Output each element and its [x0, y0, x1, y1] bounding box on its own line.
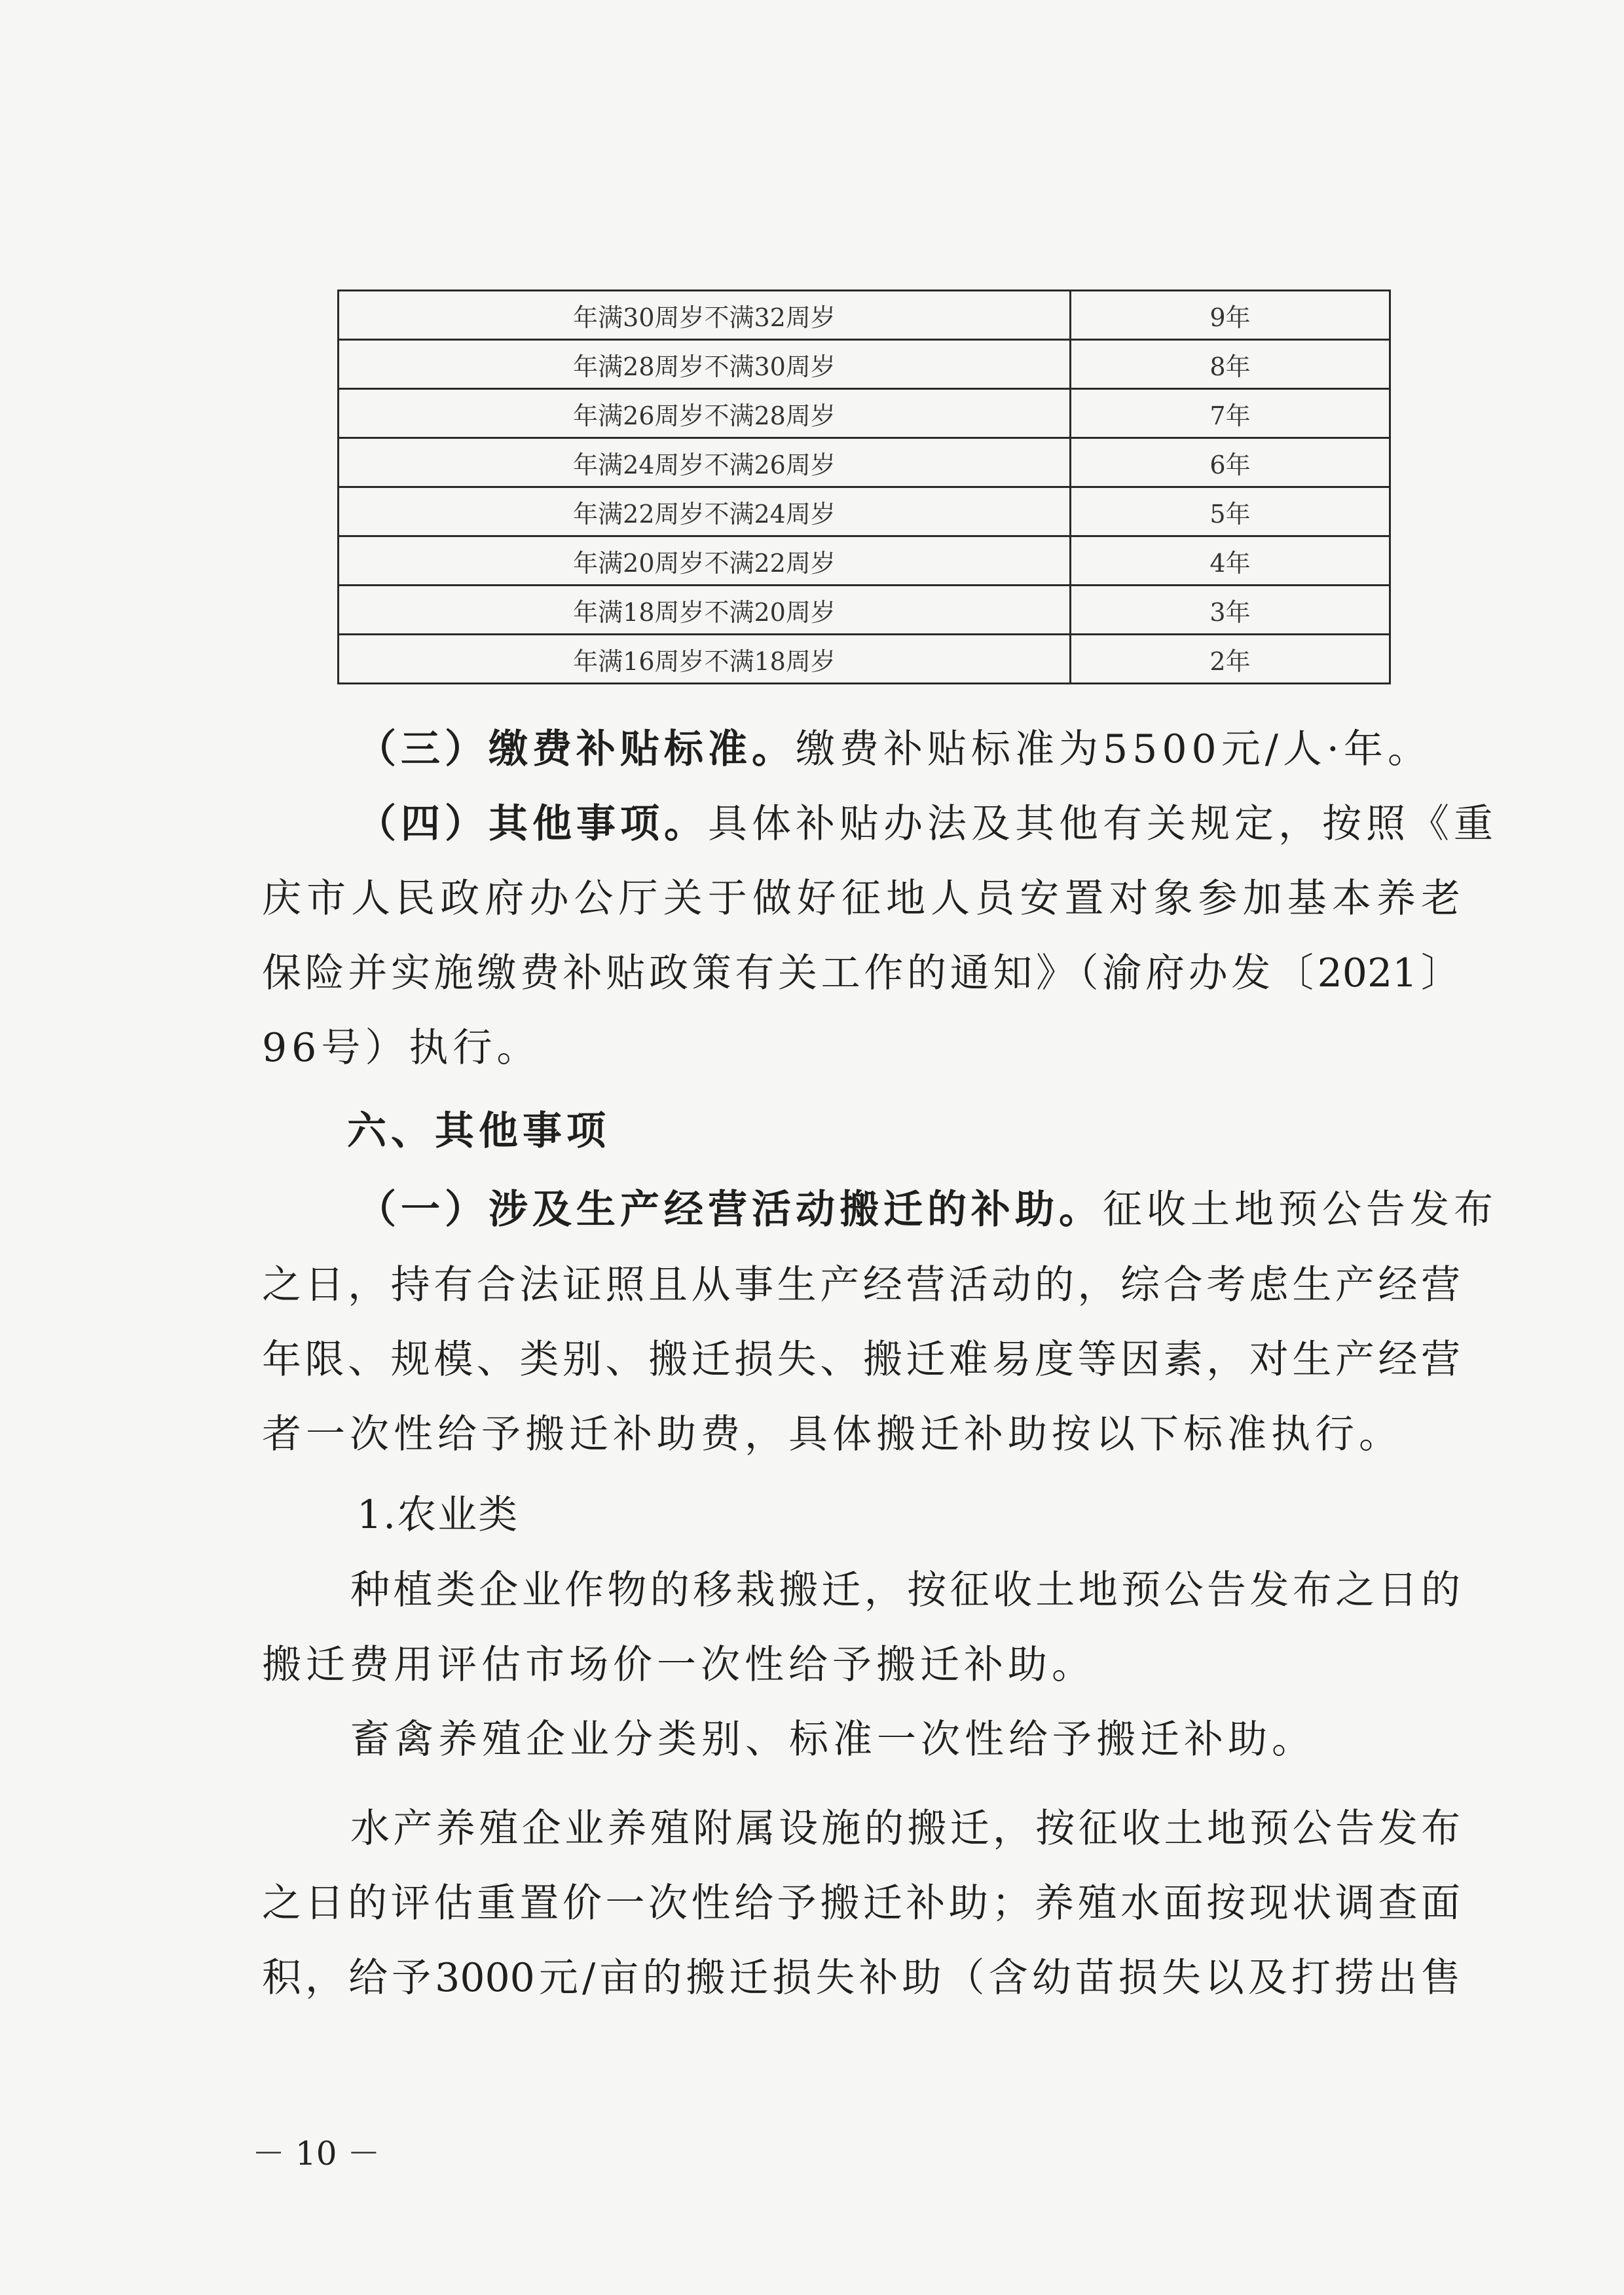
para-3-text: 缴费补贴标准为5500元/人·年。 [796, 726, 1431, 772]
page-number: － 10 － [252, 2135, 380, 2173]
years-cell: 7年 [1071, 389, 1390, 438]
age-range-cell: 年满24周岁不满26周岁 [339, 438, 1071, 487]
age-range-cell: 年满30周岁不满32周岁 [339, 291, 1071, 340]
agri-para-1-line-2: 搬迁费用评估市场价一次性给予搬迁补助。 [262, 1642, 1096, 1688]
table-row [339, 536, 1390, 586]
table-row [339, 389, 1390, 438]
para-4-line-4: 96号）执行。 [262, 1025, 541, 1071]
section-6-1-line-1: （一）涉及生产经营活动搬迁的补助。征收土地预公告发布 [357, 1187, 1498, 1233]
table-row [339, 438, 1390, 487]
age-range-cell: 年满28周岁不满30周岁 [339, 340, 1071, 389]
years-cell: 2年 [1071, 635, 1390, 684]
section-6-1-line-3: 年限、规模、类别、搬迁损失、搬迁难易度等因素，对生产经营 [262, 1337, 1460, 1383]
years-cell: 5年 [1071, 487, 1390, 536]
age-range-cell: 年满16周岁不满18周岁 [339, 635, 1071, 684]
years-cell: 3年 [1071, 586, 1390, 635]
years-cell: 9年 [1071, 291, 1390, 340]
years-cell: 4年 [1071, 536, 1390, 586]
agri-para-1-line-1: 种植类企业作物的移栽搬迁，按征收土地预公告发布之日的 [350, 1567, 1460, 1613]
para-4-line-1: （四）其他事项。具体补贴办法及其他有关规定，按照《重 [357, 801, 1498, 847]
section-6-heading: 六、其他事项 [347, 1108, 610, 1154]
agri-title: 1.农业类 [357, 1492, 519, 1538]
para-3 [357, 726, 1431, 772]
para-4-heading: （四）其他事项。 [357, 801, 708, 847]
para-3-heading: （三）缴费补贴标准。 [357, 726, 796, 772]
table-row [339, 291, 1390, 340]
para-4-line-3: 保险并实施缴费补贴政策有关工作的通知》（渝府办发〔2021〕 [262, 950, 1460, 996]
table-row [339, 635, 1390, 684]
age-range-cell: 年满20周岁不满22周岁 [339, 536, 1071, 586]
age-years-table [337, 289, 1391, 684]
agri-para-3-line-3: 积，给予3000元/亩的搬迁损失补助（含幼苗损失以及打捞出售 [262, 1955, 1460, 2001]
section-6-1-heading: （一）涉及生产经营活动搬迁的补助。 [357, 1187, 1103, 1233]
years-cell: 8年 [1071, 340, 1390, 389]
table-row [339, 586, 1390, 635]
agri-para-2: 畜禽养殖企业分类别、标准一次性给予搬迁补助。 [350, 1717, 1316, 1763]
age-range-cell: 年满18周岁不满20周岁 [339, 586, 1071, 635]
agri-para-3-line-1: 水产养殖企业养殖附属设施的搬迁，按征收土地预公告发布 [350, 1806, 1460, 1852]
table-row [339, 487, 1390, 536]
agri-para-3-line-2: 之日的评估重置价一次性给予搬迁补助；养殖水面按现状调查面 [262, 1880, 1460, 1926]
age-range-cell: 年满26周岁不满28周岁 [339, 389, 1071, 438]
section-6-1-line-4: 者一次性给予搬迁补助费，具体搬迁补助按以下标准执行。 [262, 1411, 1403, 1457]
age-range-cell: 年满22周岁不满24周岁 [339, 487, 1071, 536]
para-4-line-2: 庆市人民政府办公厅关于做好征地人员安置对象参加基本养老 [262, 876, 1460, 922]
table-row [339, 340, 1390, 389]
years-cell: 6年 [1071, 438, 1390, 487]
section-6-1-line-2: 之日，持有合法证照且从事生产经营活动的，综合考虑生产经营 [262, 1262, 1460, 1308]
